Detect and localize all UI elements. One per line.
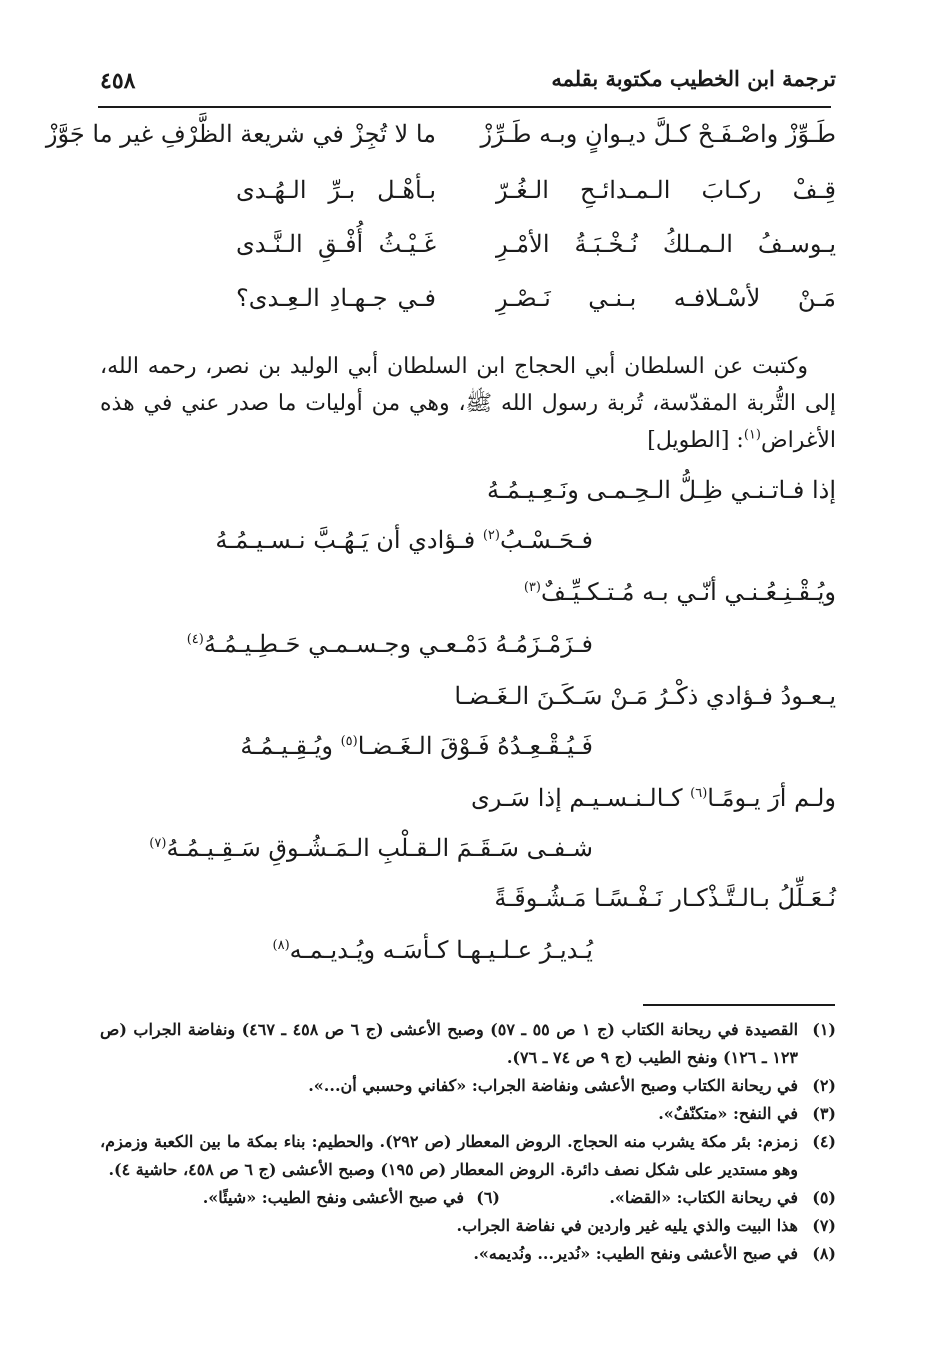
poem-line-text: ويُـقِـيـمُـهُ	[240, 732, 341, 760]
footnote-marker: (٥)	[340, 734, 358, 749]
poem-line-text: كـالـنـسـيـم إذا سَـرى	[470, 784, 691, 812]
poem-line-text: يـعـودُ فـؤادي ذكْـرُ مَـنْ سَـكَـنَ الـغَـضـا	[454, 682, 836, 710]
footnote-number: (٣)	[812, 1104, 836, 1123]
footnote	[100, 1128, 836, 1184]
poem-line	[487, 476, 836, 504]
verse-first-hemistich: يـوسـفُ الـمـلكُ نُـخْـبَـةُ الأمْـرِ	[496, 230, 836, 258]
poem-line-text: يُـديـرُ عـلـيـهـا كـأسَـه ويُـديـمـه	[289, 936, 593, 964]
poem-line-text: نُـعَـلِّلُ بـالـتَّـذْكـار نَـفْـسًـا مَـشُـوقَـةً	[494, 884, 836, 912]
poem-line-text: فـزَمْـزَمُـهُ دَمْـعـي وجـسـمـي حَـطِـيـمُـهُ	[203, 630, 593, 658]
footnote-marker: (٣)	[523, 580, 541, 595]
verse-first-hemistich: طَـوِّزْ واصْـفَـحْ كـلَّ ديـوانٍ وبـه طَـرِّزْ	[480, 120, 836, 148]
poem-line	[273, 936, 593, 964]
prose-paragraph	[100, 348, 836, 459]
poem-line	[471, 784, 836, 812]
footnote-number: (٤)	[812, 1132, 836, 1151]
footnote-marker: (٢)	[482, 528, 500, 543]
poem-line	[524, 578, 836, 606]
poem-line-text: إذا فـاتـنـي ظِـلُّ الـحِـمـى ونَـعِـيـمُـهُ	[486, 476, 836, 504]
footnote-text: في ريحانة الكتاب: «القضا».	[609, 1188, 798, 1207]
poem-line	[454, 682, 836, 710]
verse-pair	[100, 284, 836, 324]
poem-line-text: فَـيُـقْـعِـدُهُ فَـوْقَ الـغَـضـا	[357, 732, 593, 760]
footnote-number: (٦)	[476, 1188, 500, 1207]
footnote	[100, 1100, 836, 1128]
footnote-number: (١)	[812, 1020, 836, 1039]
poem-line-text: شـفـى سَـقَـمَ الـقـلْبِ الـمَـشُـوقِ سَـقِـيـمُـهُ	[166, 834, 593, 862]
footnote-marker: (٤)	[186, 632, 204, 647]
footnote-divider	[643, 1004, 835, 1006]
footnote-marker: (٨)	[272, 938, 290, 953]
poem-line-text: فـحَـسْـبُ	[499, 526, 593, 554]
footnote-text: في صبح الأعشى ونفح الطيب: «شيئًا».	[202, 1188, 464, 1207]
verse-first-hemistich: مَـنْ لأسْـلافـه بـنـي نَـصْـرِ	[496, 284, 836, 312]
footnote-marker: (٧)	[149, 836, 167, 851]
poem-line-text: ولـم أرَ يـومًـا	[707, 784, 836, 812]
prose-meter: : [الطويل]	[647, 428, 744, 453]
verse-pair	[100, 176, 836, 216]
footnote-text: زمزم: بئر مكة يشرب منه الحجاج. الروض المعطار (ص ٢٩٢). والحطيم: بناء بمكة ما بين الكعبة وزمزم، وهو مستدير على شكل نصف دائرة. الروض المعطار (ص ١٩٥) وصبح الأعشى (ج ٦ ص ٤٥٨، حاشية ٤).	[100, 1132, 799, 1179]
poem-line	[240, 732, 593, 760]
footnote-number: (٨)	[812, 1244, 836, 1263]
poem-line-text: فـؤادي أن يَـهُـبَّ نـسـيـمُـهُ	[215, 526, 483, 554]
poem-line	[215, 526, 593, 554]
verse-second-hemistich: فـي جـهـادِ الـعِـدى؟	[236, 284, 436, 312]
footnote-marker: (٦)	[690, 786, 708, 801]
footnote-text: القصيدة في ريحانة الكتاب (ج ١ ص ٥٥ ـ ٥٧) وصبح الأعشى (ج ٦ ص ٤٥٨ ـ ٤٦٧) ونفاضة الجراب (ص ١٢٣ ـ ١٢٦) ونفح الطيب (ج ٩ ص ٧٤ ـ ٧٦).	[100, 1020, 799, 1067]
footnote-number: (٥)	[812, 1188, 836, 1207]
footnote-pair	[100, 1184, 836, 1212]
footnotes	[100, 1016, 836, 1268]
poem-line	[494, 884, 836, 912]
footnote-text: في النفح: «متكنّفٌ».	[658, 1104, 798, 1123]
verse-second-hemistich: ما لا تُجِزْ في شريعة الظَّرْفِ غير ما جَوَّزْ	[45, 120, 436, 148]
poem-line	[187, 630, 593, 658]
running-title: ترجمة ابن الخطيب مكتوبة بقلمه	[551, 66, 836, 91]
poem-line-text: ويُـقْـنِـعُـنـي أنّـي بـه مُـتـكـيِّـفٌ	[540, 578, 836, 606]
footnote	[100, 1212, 836, 1240]
footnote-marker: (١)	[743, 427, 761, 443]
poem-line	[149, 834, 593, 862]
footnote-number: (٧)	[812, 1216, 836, 1235]
footnote-text: في صبح الأعشى ونفح الطيب: «نُدير... ونُديمه».	[473, 1244, 798, 1263]
verse-second-hemistich: بـأهْـل بـرِّ الـهُـدى	[236, 176, 436, 204]
verse-first-hemistich: قِـفْ ركـابَ الـمـدائـحِ الـغُـرّ	[496, 176, 836, 204]
footnote	[100, 1016, 836, 1072]
footnote	[100, 1240, 836, 1268]
verse-second-hemistich: غَـيْـثُ أُفْـقِ الـنَّـدى	[236, 230, 436, 258]
verse-pair	[45, 120, 836, 160]
footnote	[100, 1072, 836, 1100]
verse-pair	[100, 230, 836, 270]
footnote-text: هذا البيت والذي يليه غير واردين في نفاضة الجراب.	[456, 1216, 798, 1235]
footnote-number: (٢)	[812, 1076, 836, 1095]
header-divider	[98, 106, 831, 108]
page-number: ٤٥٨	[100, 68, 136, 94]
footnote-text: في ريحانة الكتاب وصبح الأعشى ونفاضة الجراب: «كفاني وحسبي أن...».	[308, 1076, 798, 1095]
prose-text: وكتبت عن السلطان أبي الحجاج ابن السلطان أبي الوليد بن نصر، رحمه الله، إلى التُّربة المقدّسة، تُربة رسول الله ﷺ، وهي من أوليات ما صدر عني في هذه الأغراض	[100, 354, 836, 453]
